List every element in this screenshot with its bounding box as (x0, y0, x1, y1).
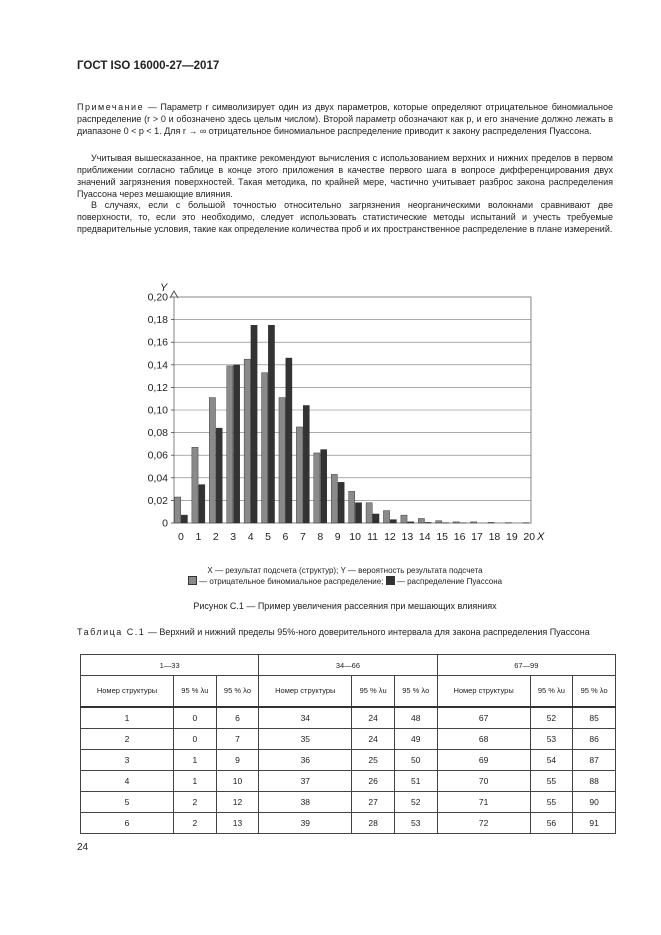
bar-neg-binomial (192, 447, 198, 523)
x-tick-label: 15 (436, 531, 449, 543)
bar-neg-binomial (401, 515, 407, 523)
y-tick-label: 0,18 (147, 314, 168, 327)
x-tick-label: 2 (212, 531, 219, 543)
table-cell: 25 (352, 750, 395, 771)
table-cell: 35 (259, 729, 352, 750)
y-tick-label: 0,02 (147, 494, 168, 507)
bar-neg-binomial (418, 518, 424, 523)
x-tick-label: 4 (247, 531, 254, 543)
legend-label-neg-binomial: — отрицательное биномиальное распределение; (199, 577, 384, 586)
document-header: ГОСТ ISO 16000-27—2017 (77, 60, 220, 72)
bar-poisson (303, 405, 309, 523)
bar-poisson (199, 485, 205, 523)
column-header: 95 % λo (394, 676, 437, 708)
x-tick-label: 12 (384, 531, 396, 543)
x-tick-label: 17 (471, 531, 483, 543)
table-cell: 1 (81, 707, 174, 729)
bar-poisson (181, 515, 187, 523)
table-body (81, 707, 616, 834)
table-cell: 6 (81, 813, 174, 834)
x-tick-label: 20 (523, 531, 536, 543)
group-header: 34—66 (259, 655, 437, 676)
table-row (81, 707, 616, 729)
x-tick-label: 6 (282, 531, 289, 543)
table-cell: 3 (81, 750, 174, 771)
column-header: Номер структуры (437, 676, 530, 708)
table-cell: 53 (394, 813, 437, 834)
bar-neg-binomial (366, 503, 372, 523)
table-cell: 56 (530, 813, 573, 834)
table-cell: 2 (174, 813, 217, 834)
x-tick-label: 7 (299, 531, 306, 543)
table-cell: 85 (573, 707, 616, 729)
bar-neg-binomial (314, 453, 320, 523)
table-label: Таблица С.1 (77, 627, 146, 637)
table-row (81, 750, 616, 771)
bar-neg-binomial (471, 522, 477, 523)
column-header: 95 % λu (530, 676, 573, 708)
table-cell: 1 (174, 771, 217, 792)
x-tick-label: 16 (453, 531, 466, 543)
table-cell: 87 (573, 750, 616, 771)
table-cell: 1 (174, 750, 217, 771)
table-row (81, 729, 616, 750)
note-label: Примечание (77, 102, 145, 112)
table-cell: 72 (437, 813, 530, 834)
table-cell: 70 (437, 771, 530, 792)
x-axis-title: X (537, 531, 545, 543)
table-cell: 12 (216, 792, 259, 813)
table-cell: 39 (259, 813, 352, 834)
x-tick-label: 13 (401, 531, 414, 543)
column-header: 95 % λu (174, 676, 217, 708)
y-tick-label: 0,04 (147, 472, 168, 485)
y-tick-label: 0,12 (147, 381, 168, 394)
table-cell: 26 (352, 771, 395, 792)
paragraph-2: В случаях, если с большой точностью относительно загрязнения неорганическими волокнами сравнивают две поверхности, то, если это необходимо, следует использовать статистические методы испытаний и учесть требуемые предварительные условия, такие как определение количества проб и их пространственное распределение в плане измерений. (77, 200, 613, 234)
x-tick-label: 9 (334, 531, 341, 543)
bar-neg-binomial (279, 398, 285, 523)
bar-neg-binomial (436, 521, 442, 523)
table-cell: 5 (81, 792, 174, 813)
bar-neg-binomial (209, 398, 215, 523)
table-cell: 24 (352, 707, 395, 729)
legend-axes-description: X — результат подсчета (структур); Y — вероятность результата подсчета (207, 566, 483, 575)
table-title-text: — Верхний и нижний пределы 95%-ного доверительного интервала для закона распределения Пуассона (147, 627, 590, 637)
x-tick-label: 8 (317, 531, 324, 543)
table-cell: 69 (437, 750, 530, 771)
table-row (81, 813, 616, 834)
table-cell: 24 (352, 729, 395, 750)
table-cell: 10 (216, 771, 259, 792)
y-tick-label: 0,08 (147, 427, 168, 440)
bar-neg-binomial (227, 366, 233, 523)
column-header: 95 % λo (573, 676, 616, 708)
note-text: — Параметр r символизирует один из двух параметров, которые определяют отрицательное биномиальное распределение (r > 0 и обозначено здесь целым числом). Второй параметр обозначают как p, и его значение должно лежать в диапазоне 0 < p < 1. Для r → ∞ отрицательное биномиальное распределение приводит к закону распределения Пуассона. (77, 102, 613, 136)
column-header: 95 % λu (352, 676, 395, 708)
y-axis-title: Y (160, 282, 168, 294)
table-cell: 38 (259, 792, 352, 813)
x-tick-label: 10 (349, 531, 361, 543)
table-cell: 55 (530, 771, 573, 792)
table-cell: 49 (394, 729, 437, 750)
table-column-header-row (81, 676, 616, 708)
x-tick-label: 11 (367, 531, 378, 543)
paragraph-1: Учитывая вышесказанное, на практике рекомендуют вычисления с использованием верхних и нижних пределов в первом приближении согласно таблице в конце этого приложения в качестве первого шага в вопросе дифференцирования двух значений загрязнения поверхностей. Такая методика, по крайней мере, частично учитывает разброс закона распределения Пуассона через мешающие влияния. (77, 153, 613, 199)
table-group-header-row (81, 655, 616, 676)
y-tick-label: 0,06 (147, 449, 168, 462)
table-cell: 4 (81, 771, 174, 792)
x-tick-label: 19 (506, 531, 518, 543)
table-cell: 88 (573, 771, 616, 792)
bar-poisson (216, 428, 222, 523)
table-title (77, 626, 613, 638)
legend-series (77, 576, 613, 587)
note-paragraph (77, 101, 613, 137)
bar-poisson (321, 450, 327, 523)
group-header: 1—33 (81, 655, 259, 676)
x-tick-label: 5 (265, 531, 271, 543)
table-cell: 71 (437, 792, 530, 813)
table-cell: 36 (259, 750, 352, 771)
x-tick-label: 3 (230, 531, 237, 543)
page-number: 24 (77, 842, 89, 853)
y-tick-label: 0,20 (147, 291, 168, 304)
table-cell: 50 (394, 750, 437, 771)
bar-neg-binomial (349, 491, 355, 523)
table-cell: 34 (259, 707, 352, 729)
table-cell: 7 (216, 729, 259, 750)
table-cell: 0 (174, 707, 217, 729)
table-cell: 52 (394, 792, 437, 813)
bar-poisson (373, 514, 379, 523)
y-tick-label: 0,10 (147, 404, 168, 417)
table-cell: 51 (394, 771, 437, 792)
bar-poisson (390, 520, 396, 523)
table-cell: 6 (216, 707, 259, 729)
bar-poisson (251, 325, 257, 523)
confidence-interval-table (80, 654, 616, 834)
table-cell: 28 (352, 813, 395, 834)
bar-poisson (338, 482, 344, 523)
bar-neg-binomial (244, 359, 250, 523)
bar-neg-binomial (453, 522, 459, 523)
table-cell: 2 (174, 792, 217, 813)
chart-legend (77, 565, 613, 587)
table-cell: 91 (573, 813, 616, 834)
legend-swatch-neg-binomial (188, 576, 197, 585)
table-cell: 37 (259, 771, 352, 792)
bar-poisson (408, 522, 414, 523)
y-tick-label: 0,14 (147, 359, 168, 372)
bar-poisson (286, 358, 292, 523)
table-cell: 52 (530, 707, 573, 729)
y-tick-label: 0 (162, 517, 168, 530)
table-cell: 53 (530, 729, 573, 750)
table-cell: 54 (530, 750, 573, 771)
table-cell: 0 (174, 729, 217, 750)
bar-neg-binomial (262, 373, 268, 523)
x-tick-label: 18 (488, 531, 501, 543)
bar-neg-binomial (383, 511, 389, 523)
bar-chart (140, 265, 550, 565)
bar-poisson (425, 522, 431, 523)
bar-poisson (355, 503, 361, 523)
table-cell: 67 (437, 707, 530, 729)
x-tick-label: 14 (418, 531, 431, 543)
y-tick-label: 0,16 (147, 336, 168, 349)
table-cell: 2 (81, 729, 174, 750)
table-cell: 13 (216, 813, 259, 834)
table-cell: 86 (573, 729, 616, 750)
bar-neg-binomial (331, 474, 337, 523)
group-header: 67—99 (437, 655, 615, 676)
bar-neg-binomial (174, 497, 180, 523)
column-header: Номер структуры (259, 676, 352, 708)
x-tick-label: 0 (178, 531, 184, 543)
column-header: Номер структуры (81, 676, 174, 708)
bar-poisson (268, 325, 274, 523)
table-cell: 48 (394, 707, 437, 729)
column-header: 95 % λo (216, 676, 259, 708)
table-row (81, 771, 616, 792)
legend-swatch-poisson (386, 576, 395, 585)
figure-caption: Рисунок С.1 — Пример увеличения рассеяния при мешающих влияниях (193, 601, 497, 611)
bar-poisson (234, 365, 240, 523)
table-row (81, 792, 616, 813)
legend-label-poisson: — распределение Пуассона (396, 577, 503, 586)
table-cell: 27 (352, 792, 395, 813)
table-cell: 90 (573, 792, 616, 813)
table-cell: 55 (530, 792, 573, 813)
table-cell: 9 (216, 750, 259, 771)
table-cell: 68 (437, 729, 530, 750)
bar-neg-binomial (296, 427, 302, 523)
x-tick-label: 1 (195, 531, 202, 543)
bar-neg-binomial (488, 522, 494, 523)
